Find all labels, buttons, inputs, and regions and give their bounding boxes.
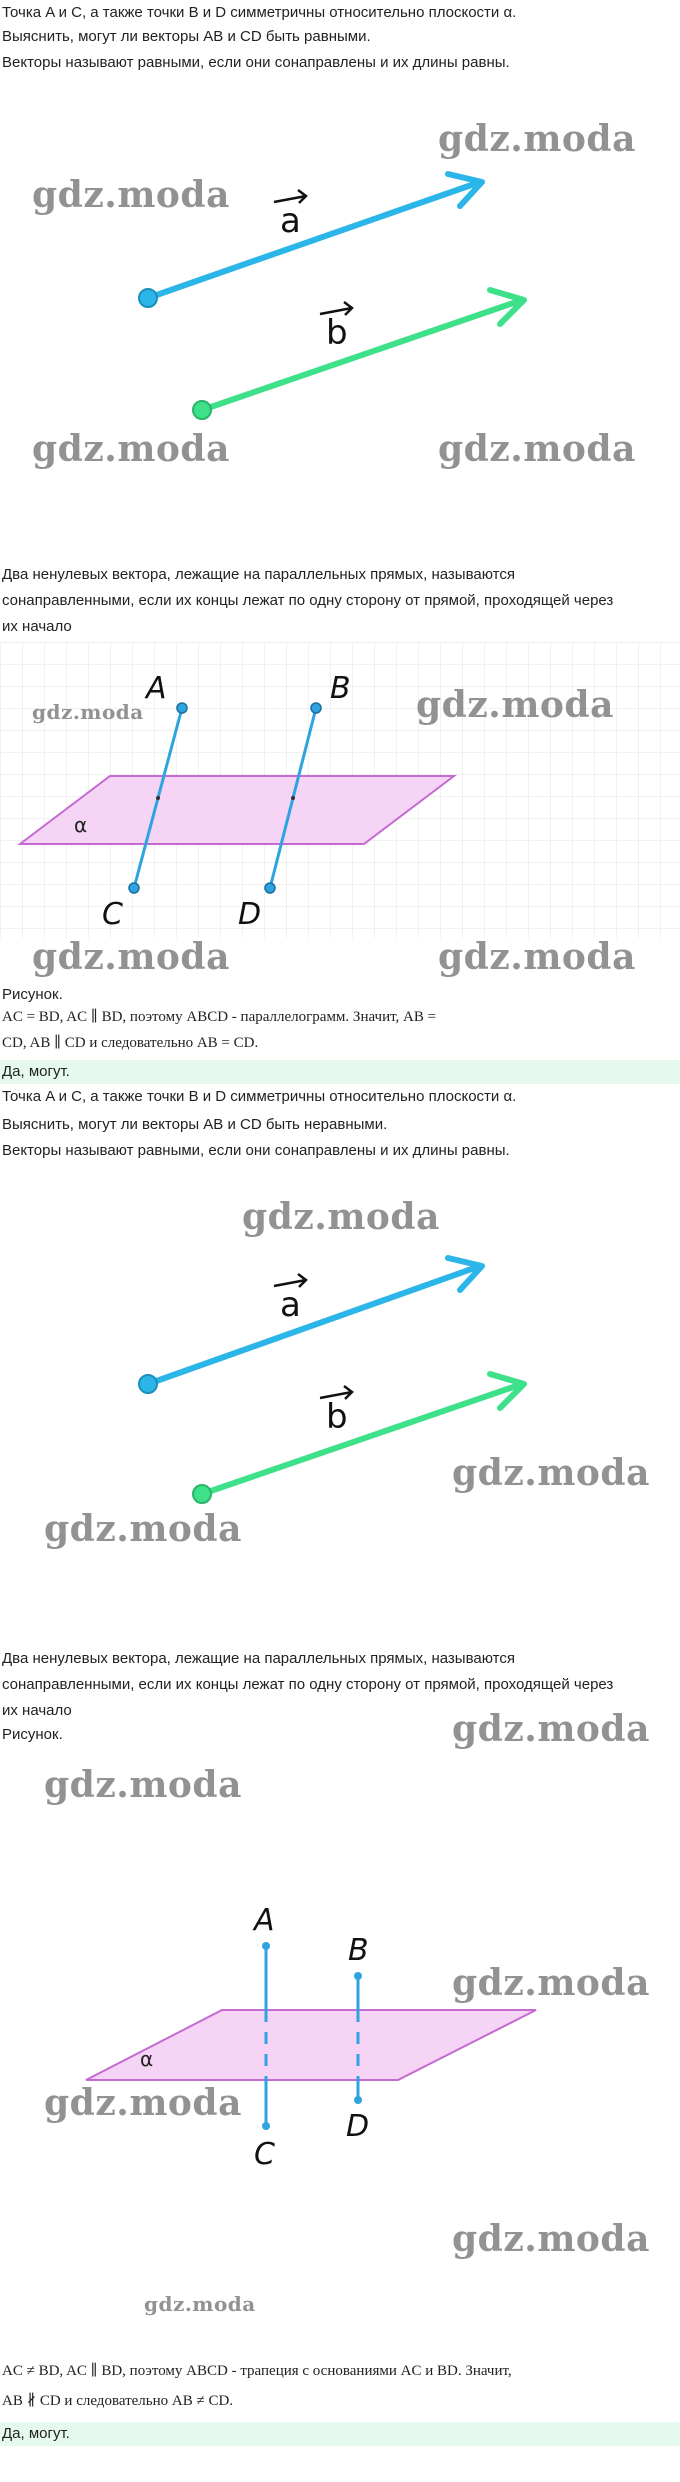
label-C: C (102, 897, 123, 932)
point-B (311, 703, 321, 713)
label-D: D (346, 2109, 370, 2144)
point-D (265, 883, 275, 893)
watermark: gdz.moda (416, 684, 614, 726)
watermark: gdz.moda (44, 1508, 242, 1550)
vector-a-label: a (280, 201, 301, 241)
watermark: gdz.moda (32, 700, 144, 724)
point-D (354, 2096, 362, 2104)
plane-figure-2 (0, 1880, 680, 2180)
vector-a-start-point (139, 289, 157, 307)
watermark: gdz.moda (242, 1196, 440, 1238)
solution-2-line1: AC ≠ BD, AC ∥ BD, поэтому ABCD - трапеция с основаниями AC и BD. Значит, (2, 2363, 512, 2379)
label-A: A (254, 1903, 275, 1938)
watermark: gdz.moda (452, 1452, 650, 1494)
question-2: Выяснить, могут ли векторы AB и CD быть неравными. (2, 1116, 388, 1133)
label-D: D (238, 897, 262, 932)
vector-a-label: a (280, 1285, 301, 1325)
point-A (177, 703, 187, 713)
problem-statement-2: Точка A и C, а также точки B и D симметричны относительно плоскости α. (2, 1088, 517, 1105)
watermark: gdz.moda (144, 2292, 256, 2316)
solution-1-line1: AC = BD, AC ∥ BD, поэтому ABCD - параллелограмм. Значит, AB = (2, 1009, 437, 1025)
watermark: gdz.moda (438, 428, 636, 470)
label-A: A (146, 671, 167, 706)
label-B: B (348, 1933, 369, 1968)
vector-b-label: b (326, 313, 348, 353)
point-C (262, 2122, 270, 2130)
codirectional-definition-2-line2: сонаправленными, если их концы лежат по одну сторону от прямой, проходящей через (2, 1676, 614, 1693)
intersection-dot (156, 796, 160, 800)
solution-1-line2: CD, AB ∥ CD и следовательно AB = CD. (2, 1035, 259, 1051)
figure-caption-1: Рисунок. (2, 986, 63, 1003)
label-B: B (330, 671, 351, 706)
watermark: gdz.moda (452, 2218, 650, 2260)
equal-vectors-definition-2: Векторы называют равными, если они сонаправлены и их длины равны. (2, 1142, 510, 1159)
codirectional-definition-1: Два ненулевых вектора, лежащие на параллельных прямых, называются (2, 566, 515, 583)
label-C: C (254, 2137, 275, 2172)
codirectional-definition-2: Два ненулевых вектора, лежащие на параллельных прямых, называются (2, 1650, 515, 1667)
point-A (262, 1942, 270, 1950)
problem-statement-1: Точка A и C, а также точки B и D симметричны относительно плоскости α. (2, 4, 517, 21)
watermark: gdz.moda (452, 1962, 650, 2004)
solution-2-line2: AB ∦ CD и следовательно AB ≠ CD. (2, 2393, 234, 2409)
point-C (129, 883, 139, 893)
vector-b-label: b (326, 1397, 348, 1437)
answer-2: Да, могут. (0, 2422, 680, 2446)
intersection-dot (291, 796, 295, 800)
vector-b-start-point (193, 1485, 211, 1503)
watermark: gdz.moda (438, 936, 636, 978)
plane-alpha-label: α (140, 2047, 154, 2071)
equal-vectors-definition-1: Векторы называют равными, если они сонаправлены и их длины равны. (2, 54, 510, 71)
answer-1: Да, могут. (0, 1060, 680, 1084)
question-1: Выяснить, могут ли векторы AB и CD быть равными. (2, 28, 371, 45)
vector-b-line (202, 300, 522, 410)
watermark: gdz.moda (44, 1764, 242, 1806)
watermark: gdz.moda (438, 118, 636, 160)
vector-a-start-point (139, 1375, 157, 1393)
codirectional-definition-1-line3: их начало (2, 618, 72, 635)
figure-caption-2: Рисунок. (2, 1726, 63, 1743)
codirectional-definition-2-line3: их начало (2, 1702, 72, 1719)
plane-alpha (86, 2010, 536, 2080)
vector-a-line (148, 1266, 480, 1384)
plane-alpha-label: α (74, 813, 88, 837)
watermark: gdz.moda (32, 428, 230, 470)
watermark: gdz.moda (452, 1708, 650, 1750)
watermark: gdz.moda (44, 2082, 242, 2124)
watermark: gdz.moda (32, 174, 230, 216)
vector-b-start-point (193, 401, 211, 419)
codirectional-definition-1-line2: сонаправленными, если их концы лежат по одну сторону от прямой, проходящей через (2, 592, 614, 609)
point-B (354, 1972, 362, 1980)
watermark: gdz.moda (32, 936, 230, 978)
